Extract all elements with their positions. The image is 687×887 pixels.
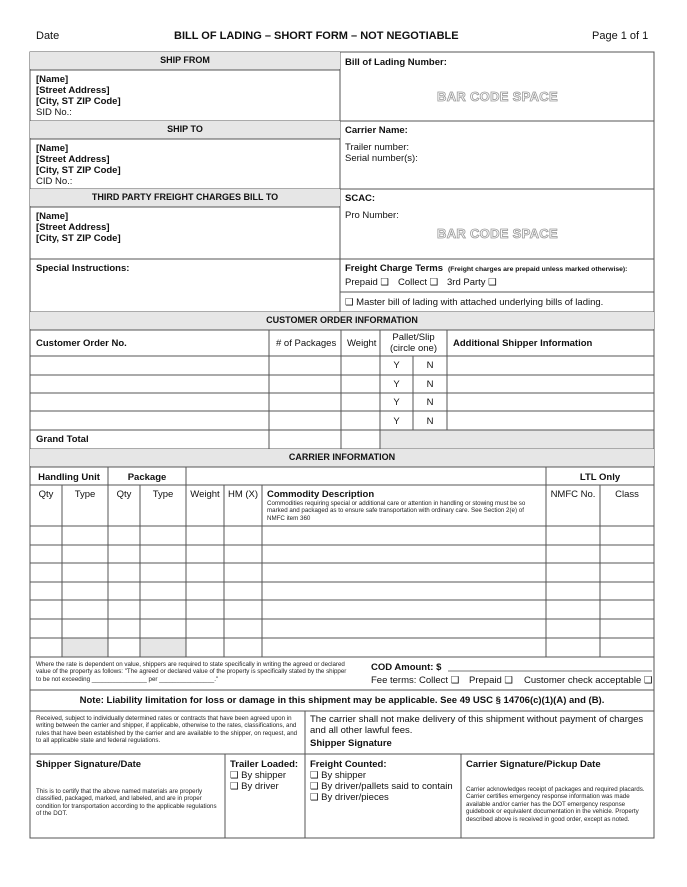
third-party-city[interactable]: [City, ST ZIP Code] (36, 233, 121, 244)
trailer-loaded-by-driver-checkbox[interactable]: ❑ By driver (230, 781, 279, 792)
customer-order-heading: CUSTOMER ORDER INFORMATION (30, 312, 654, 329)
carrier-acknowledgement-note: Carrier acknowledges receipt of packages and required placards. Carrier certifies emergency response information was made available and/or carrier has the DOT emergency response guidebook or equivalent documentation in the vehicle. Property described above is received in good order, except as noted. (466, 786, 645, 823)
trailer-loaded-by-shipper-checkbox[interactable]: ❑ By shipper (230, 770, 287, 781)
fee-terms-collect-checkbox[interactable]: Fee terms: Collect ❑ (371, 675, 460, 686)
weight-header: Weight (347, 338, 377, 349)
freight-third-party-checkbox[interactable]: 3rd Party ❑ (447, 277, 497, 288)
ship-to-heading: SHIP TO (30, 121, 340, 138)
freight-terms-note: (Freight charges are prepaid unless marked otherwise): (448, 266, 628, 273)
customer-order-no-header: Customer Order No. (36, 338, 127, 349)
yn-n-option[interactable]: N (426, 416, 434, 427)
yn-n-option[interactable]: N (426, 397, 434, 408)
freight-collect-checkbox[interactable]: Collect ❑ (398, 277, 439, 288)
ship-to-cid[interactable]: CID No.: (36, 176, 73, 187)
bol-barcode-space: BAR CODE SPACE (437, 89, 558, 104)
page-label: Page 1 of 1 (592, 30, 649, 42)
ship-to-city[interactable]: [City, ST ZIP Code] (36, 165, 121, 176)
hu-type-header: Type (74, 489, 96, 500)
handling-unit-header: Handling Unit (38, 472, 100, 483)
customer-check-checkbox[interactable]: Customer check acceptable ❑ (524, 675, 653, 686)
carrier-name-label: Carrier Name: (345, 125, 408, 136)
class-header: Class (615, 489, 639, 500)
pro-number-label: Pro Number: (345, 210, 399, 221)
third-party-street[interactable]: [Street Address] (36, 222, 110, 233)
commodity-description-note: Commodities requiring special or additional care or attention in handling or stowing must be so marked and packaged as to ensure safe transportation with ordinary care. See Section 2(e) of NMFC item 360 (267, 500, 526, 522)
ship-from-city[interactable]: [City, ST ZIP Code] (36, 96, 121, 107)
ship-from-sid[interactable]: SID No.: (36, 107, 72, 118)
shipper-certification-note: This is to certify that the above named materials are properly classified, packaged, marked, and labeled, and are in proper condition for transportation according to the applicable regulations of the DOT. (36, 788, 217, 818)
master-bol-checkbox[interactable]: ❑ Master bill of lading with attached underlying bills of lading. (345, 297, 604, 308)
form-title: BILL OF LADING – SHORT FORM – NOT NEGOTIABLE (174, 30, 459, 42)
freight-terms-label: Freight Charge Terms (345, 263, 444, 274)
third-party-heading: THIRD PARTY FREIGHT CHARGES BILL TO (30, 189, 340, 206)
freight-counted-label: Freight Counted: (310, 759, 387, 770)
bol-number-label: Bill of Lading Number: (345, 57, 447, 68)
shipper-signature-label[interactable]: Shipper Signature (310, 738, 392, 749)
commodity-description-header: Commodity Description (267, 489, 375, 500)
declared-value-note: Where the rate is dependent on value, shippers are required to state specifically in writing the agreed or declared value of the property as follows: "The agreed or declared value of the property is specifically stated by the shipper to be not exceeding ________________ per ________________." (36, 661, 347, 683)
shipper-signature-date-label[interactable]: Shipper Signature/Date (36, 759, 142, 770)
packages-header: # of Packages (276, 338, 337, 349)
yn-n-option[interactable]: N (426, 360, 434, 371)
liability-note: Note: Liability limitation for loss or damage in this shipment may be applicable. See 49 USC § 14706(c)(1)(A) and (B). (79, 695, 605, 706)
additional-shipper-info-header: Additional Shipper Information (453, 338, 593, 349)
scac-label: SCAC: (345, 193, 376, 204)
ship-to-name[interactable]: [Name] (36, 143, 69, 154)
package-header: Package (127, 472, 167, 483)
freight-prepaid-checkbox[interactable]: Prepaid ❑ (345, 277, 389, 288)
date-label: Date (36, 30, 60, 42)
yn-n-option[interactable]: N (426, 379, 434, 390)
freight-counted-pallets-checkbox[interactable]: ❑ By driver/pallets said to contain (310, 781, 453, 792)
ship-from-street[interactable]: [Street Address] (36, 85, 110, 96)
nmfc-header: NMFC No. (550, 489, 596, 500)
grand-total-label: Grand Total (36, 434, 89, 445)
ship-from-name[interactable]: [Name] (36, 74, 69, 85)
yn-y-option[interactable]: Y (393, 397, 400, 408)
fee-terms-prepaid-checkbox[interactable]: Prepaid ❑ (469, 675, 513, 686)
hm-header: HM (X) (227, 489, 259, 500)
serial-number-label: Serial number(s): (345, 153, 418, 164)
cod-amount-label: COD Amount: $ (371, 662, 442, 673)
freight-counted-by-shipper-checkbox[interactable]: ❑ By shipper (310, 770, 367, 781)
pallet-slip-header: Pallet/Slip (392, 332, 435, 343)
hu-qty-header: Qty (38, 489, 54, 500)
yn-y-option[interactable]: Y (393, 379, 400, 390)
trailer-loaded-label: Trailer Loaded: (230, 759, 299, 770)
special-instructions-label: Special Instructions: (36, 263, 130, 274)
yn-y-option[interactable]: Y (393, 360, 400, 371)
ship-to-street[interactable]: [Street Address] (36, 154, 110, 165)
third-party-name[interactable]: [Name] (36, 211, 69, 222)
trailer-number-label: Trailer number: (345, 142, 410, 153)
pkg-type-header: Type (152, 489, 174, 500)
freight-counted-pieces-checkbox[interactable]: ❑ By driver/pieces (310, 792, 389, 803)
received-note: Received, subject to individually determined rates or contracts that have been agreed upon in writing between the carrier and shipper, if applicable, otherwise to the rates, classifications, and rules that have been established by the carrier and are available to the shipper, on request, and to all applicable state and federal regulations. (36, 715, 298, 745)
carrier-delivery-text: The carrier shall not make delivery of this shipment without payment of charges and all other lawful fees. (310, 714, 644, 736)
pro-barcode-space: BAR CODE SPACE (437, 226, 558, 241)
carrier-signature-label[interactable]: Carrier Signature/Pickup Date (466, 759, 601, 770)
pkg-qty-header: Qty (116, 489, 132, 500)
carrier-info-heading: CARRIER INFORMATION (30, 449, 654, 466)
ship-from-heading: SHIP FROM (30, 52, 340, 69)
yn-y-option[interactable]: Y (393, 416, 400, 427)
ltl-only-header: LTL Only (579, 472, 621, 483)
circle-one-header: (circle one) (390, 343, 437, 354)
carrier-weight-header: Weight (190, 489, 220, 500)
